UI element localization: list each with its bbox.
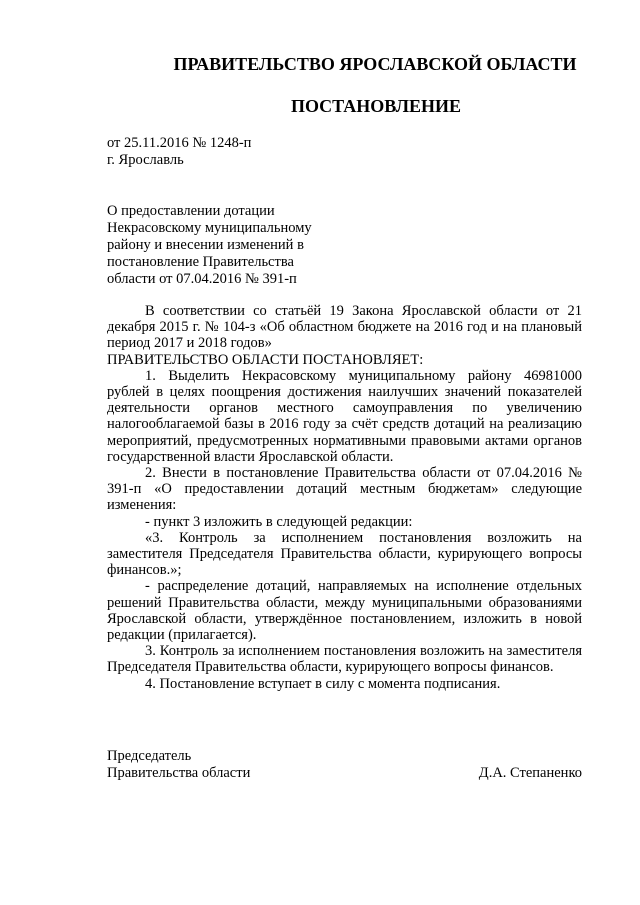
document-body — [107, 303, 582, 692]
item-2-sub-1: - пункт 3 изложить в следующей редакции: — [145, 513, 413, 530]
signature-position-line-1: Председатель — [107, 748, 192, 764]
subject-line: О предоставлении дотации — [107, 203, 275, 219]
subject-line: району и внесении изменений в — [107, 237, 304, 253]
item-2-sub-1-text: «3. Контроль за исполнением постановления возложить на заместителя Председателя Правительства области, курирующего вопросы финансов.»; — [107, 529, 582, 579]
document-type-title: ПОСТАНОВЛЕНИЕ — [290, 96, 462, 116]
city: г. Ярославль — [107, 152, 184, 168]
signature-position-line-2: Правительства области — [107, 765, 251, 781]
government-title: ПРАВИТЕЛЬСТВО ЯРОСЛАВСКОЙ ОБЛАСТИ — [173, 54, 577, 74]
date-number: от 25.11.2016 № 1248-п — [107, 135, 252, 151]
subject-line: Некрасовскому муниципальному — [107, 220, 312, 236]
signatory-name: Д.А. Степаненко — [478, 765, 582, 781]
item-2-sub-2: - распределение дотаций, направляемых на исполнение отдельных решений Правительства области, между муниципальными образованиями Ярославской области, утверждённое постановлением, изложить в новой редакции (прилагается). — [107, 578, 582, 644]
item-3: 3. Контроль за исполнением постановления возложить на заместителя Председателя Правительства области, курирующего вопросы финансов. — [107, 643, 582, 676]
subject-line: области от 07.04.2016 № 391-п — [107, 271, 297, 287]
item-1: 1. Выделить Некрасовскому муниципальному району 46981000 рублей в целях поощрения достижения наилучших значений показателей деятельности органов местного самоуправления по увеличению налогооблагаемой базы в 2016 году за счёт средств дотаций на реализацию мероприятий, предусмотренных нормативными правовыми актами органов государственной власти Ярославской области. — [107, 367, 582, 465]
item-4: 4. Постановление вступает в силу с момента подписания. — [145, 675, 501, 692]
resolves-heading: ПРАВИТЕЛЬСТВО ОБЛАСТИ ПОСТАНОВЛЯЕТ: — [107, 351, 424, 368]
preamble: В соответствии со статьёй 19 Закона Ярославской области от 21 декабря 2015 г. № 104-з «Об областном бюджете на 2016 год и на плановый период 2017 и 2018 годов» — [107, 303, 582, 352]
subject-line: постановление Правительства — [107, 254, 294, 270]
item-2: 2. Внести в постановление Правительства области от 07.04.2016 № 391-п «О предоставлении дотаций местным бюджетам» следующие изменения: — [107, 465, 582, 514]
